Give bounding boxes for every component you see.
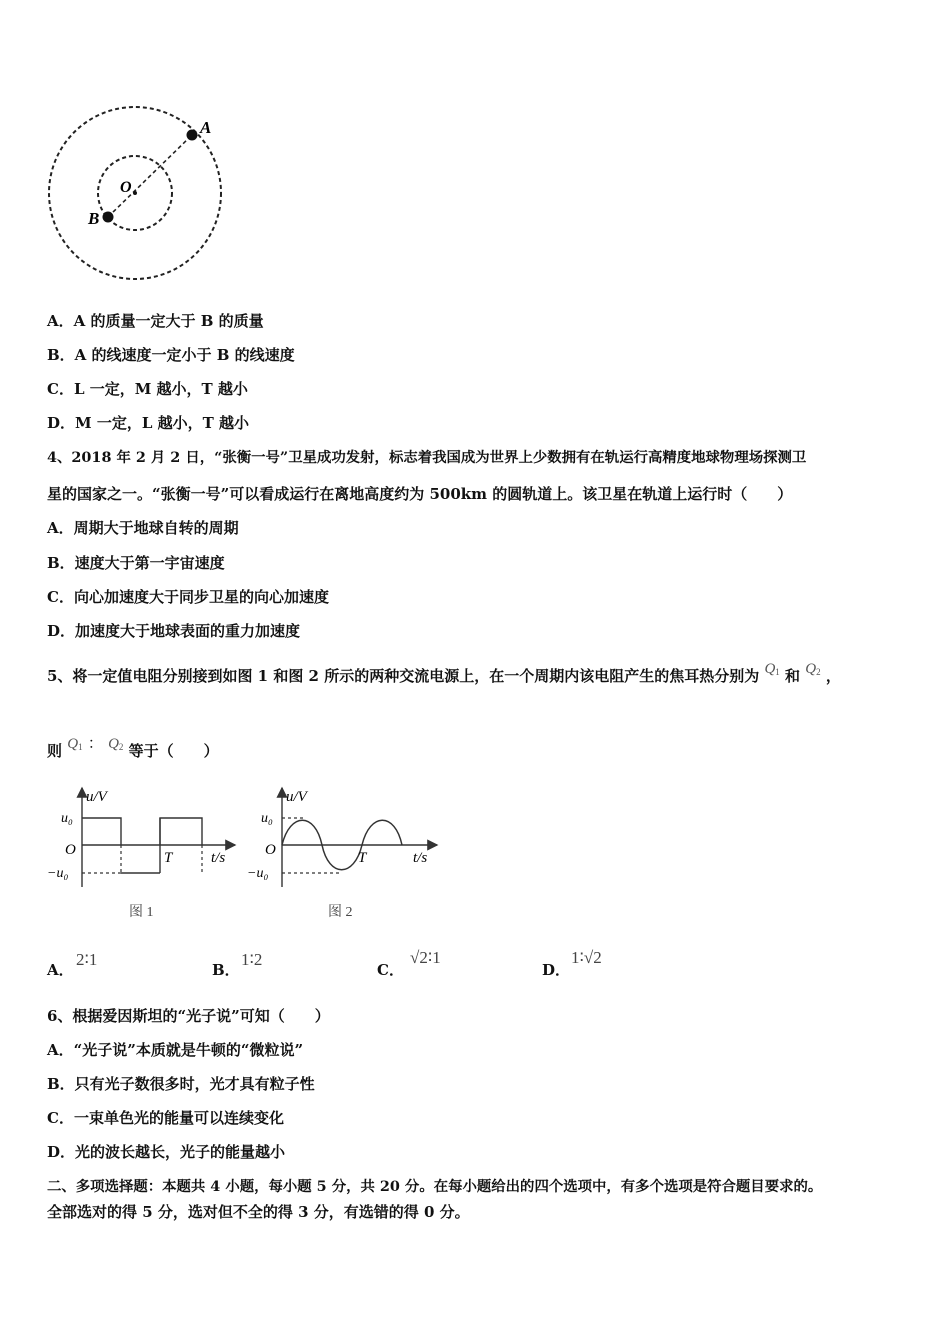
fig2-period: T	[358, 850, 367, 866]
fig1-neg-u0: −u₀	[47, 866, 69, 881]
q1-ratio-symbol: $Q_1$	[67, 736, 83, 752]
q3-option-c: C．L 一定，M 越小，T 越小	[47, 380, 248, 398]
figure-1-square-wave	[45, 782, 240, 922]
q6-option-d: D．光的波长越长，光子的能量越小	[47, 1143, 286, 1161]
q5-option-b-label: B．	[212, 961, 240, 979]
fig2-caption: 图 2	[328, 905, 353, 920]
fig1-caption: 图 1	[129, 905, 154, 920]
q5-option-d-label: D．	[542, 961, 571, 979]
fig1-axis-x: t/s	[211, 850, 226, 866]
label-b: B	[88, 209, 100, 228]
q3-option-d: D．M 一定，L 越小，T 越小	[47, 414, 249, 432]
q4-stem-line2: 星的国家之一。“张衡一号”可以看成运行在离地高度约为 500km 的圆轨道上。该卫星在轨道上运行时（ ）	[47, 485, 793, 503]
q6-option-a: A．“光子说”本质就是牛顿的“微粒说”	[47, 1041, 304, 1059]
q6-option-c: C．一束单色光的能量可以连续变化	[47, 1109, 284, 1127]
orbit-figure	[40, 100, 240, 290]
q3-option-a: A．A 的质量一定大于 B 的质量	[47, 312, 264, 330]
q5-option-d-value: 1∶√2	[571, 948, 602, 967]
fig2-u0: u₀	[261, 811, 273, 826]
center-o	[133, 191, 137, 195]
q5-option-b-value: 1∶2	[241, 950, 263, 969]
q1-symbol: $Q_1$	[764, 661, 780, 677]
q5-option-a-value: 2∶1	[76, 950, 98, 969]
fig1-axis-y: u/V	[86, 789, 107, 805]
q4-option-c: C．向心加速度大于同步卫星的向心加速度	[47, 588, 329, 606]
q5-stem-line2	[47, 734, 219, 765]
fig2-axis-x: t/s	[413, 850, 428, 866]
q5-option-c-value: √2∶1	[410, 948, 441, 967]
q4-option-a: A．周期大于地球自转的周期	[47, 519, 239, 537]
line2-suffix: 等于（ ）	[128, 742, 219, 760]
star-b	[103, 212, 114, 223]
star-a	[187, 130, 198, 141]
q3-option-b: B．A 的线速度一定小于 B 的线速度	[47, 346, 295, 364]
fig2-axis-y: u/V	[286, 789, 307, 805]
and-word: 和	[785, 667, 801, 685]
label-o: O	[120, 179, 132, 196]
line2-prefix: 则	[47, 742, 63, 760]
q4-option-b: B．速度大于第一宇宙速度	[47, 554, 225, 572]
section2-heading-line1: 二、多项选择题：本题共 4 小题，每小题 5 分，共 20 分。在每小题给出的四个选项中，有多个选项是符合题目要求的。	[47, 1178, 823, 1195]
fig1-origin: O	[65, 842, 76, 858]
connecting-line	[108, 135, 192, 217]
label-a: A	[200, 118, 212, 137]
fig2-origin: O	[265, 842, 276, 858]
q5-option-c-label: C．	[377, 961, 404, 979]
ratio-colon: ：	[87, 734, 103, 752]
q4-option-d: D．加速度大于地球表面的重力加速度	[47, 622, 301, 640]
q4-stem-line1: 4、2018 年 2 月 2 日，“张衡一号”卫星成功发射，标志着我国成为世界上少数拥有在轨运行高精度地球物理场探测卫	[47, 449, 807, 466]
q5-option-a-label: A．	[47, 961, 74, 979]
q5-stem-text: 5、将一定值电阻分别接到如图 1 和图 2 所示的两种交流电源上，在一个周期内该电阻产生的焦耳热分别为	[47, 667, 760, 685]
q6-stem: 6、根据爱因斯坦的“光子说”可知（ ）	[47, 1007, 330, 1025]
q6-option-b: B．只有光子数很多时，光才具有粒子性	[47, 1075, 315, 1093]
q5-stem-line1	[47, 661, 841, 690]
q2-symbol: $Q_2$	[805, 661, 821, 677]
q2-ratio-symbol: $Q_2$	[108, 736, 124, 752]
figure-2-sine-wave	[245, 782, 445, 922]
fig1-u0: u₀	[61, 811, 73, 826]
comma: ，	[825, 667, 841, 685]
fig1-period: T	[164, 850, 173, 866]
fig2-neg-u0: −u₀	[247, 866, 269, 881]
section2-heading-line2: 全部选对的得 5 分，选对但不全的得 3 分，有选错的得 0 分。	[47, 1203, 470, 1221]
